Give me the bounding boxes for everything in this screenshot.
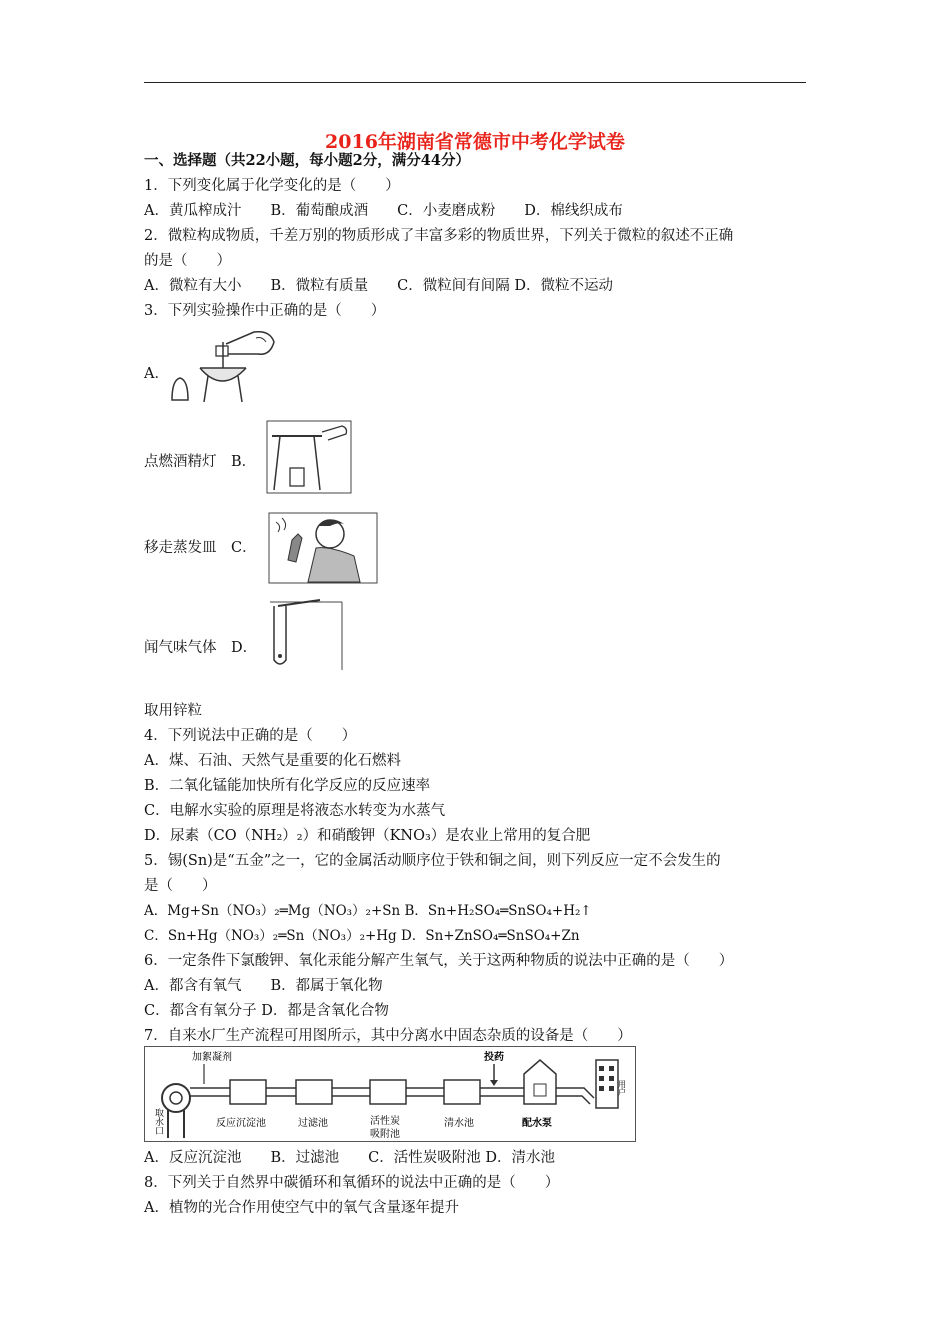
test-tube-figure xyxy=(268,598,344,672)
q6-options-ab: A．都含有氧气 B．都属于氧化物 xyxy=(144,978,383,994)
q3-label-c: 移走蒸发皿 C． xyxy=(144,540,257,556)
q8-option-a: A．植物的光合作用使空气中的氧气含量逐年提升 xyxy=(144,1200,459,1216)
q3-label-a: A． xyxy=(144,366,169,382)
label-pump: 配水泵 xyxy=(522,1118,552,1129)
q3-label-d: 闻气味气体 D． xyxy=(144,640,258,656)
page-title: 2016年湖南省常德市中考化学试卷 xyxy=(325,131,625,153)
tripod-figure xyxy=(266,420,354,496)
header-rule xyxy=(144,82,806,83)
label-carbon-2: 吸附池 xyxy=(370,1129,400,1140)
q3-label-b: 点燃酒精灯 B． xyxy=(144,454,257,470)
q7-options: A．反应沉淀池 B．过滤池 C．活性炭吸附池 D．清水池 xyxy=(144,1150,555,1166)
evaporating-dish-figure xyxy=(166,328,284,406)
q1-stem: 1．下列变化属于化学变化的是（ ） xyxy=(144,178,400,194)
q6-stem: 6．一定条件下氯酸钾、氧化汞能分解产生氧气，关于这两种物质的说法中正确的是（ ） xyxy=(144,953,734,969)
q3-after: 取用锌粒 xyxy=(144,703,202,719)
q5-stem-line1: 5．锡(Sn)是“五金”之一，它的金属活动顺序位于铁和铜之间，则下列反应一定不会发生的 xyxy=(144,853,721,869)
label-carbon-1: 活性炭 xyxy=(370,1116,400,1127)
q4-option-c: C．电解水实验的原理是将液态水转变为水蒸气 xyxy=(144,803,446,819)
intake-pump-icon xyxy=(162,1084,190,1112)
q1-options: A．黄瓜榨成汁 B．葡萄酿成酒 C．小麦磨成粉 D．棉线织成布 xyxy=(144,203,623,219)
q4-stem: 4．下列说法中正确的是（ ） xyxy=(144,728,357,744)
q2-stem-line1: 2．微粒构成物质，千差万别的物质形成了丰富多彩的物质世界，下列关于微粒的叙述不正确 xyxy=(144,228,734,244)
q8-stem: 8．下列关于自然界中碳循环和氧循环的说法中正确的是（ ） xyxy=(144,1175,560,1191)
pump-house-icon xyxy=(524,1060,556,1104)
label-user: 用户 xyxy=(617,1080,627,1096)
label-intake: 取水口 xyxy=(153,1108,163,1135)
q3-stem: 3．下列实验操作中正确的是（ ） xyxy=(144,303,386,319)
section-heading: 一、选择题（共22小题，每小题2分，满分44分） xyxy=(144,152,470,169)
q4-option-d: D．尿素（CO（NH₂）₂）和硝酸钾（KNO₃）是农业上常用的复合肥 xyxy=(144,828,591,844)
q6-options-cd: C．都含有氧分子 D．都是含氧化合物 xyxy=(144,1003,389,1019)
label-clear: 清水池 xyxy=(444,1118,474,1129)
label-add-coagulant: 加絮凝剂 xyxy=(192,1052,232,1063)
smelling-figure xyxy=(268,512,380,584)
q2-options: A．微粒有大小 B．微粒有质量 C．微粒间有间隔 D．微粒不运动 xyxy=(144,278,613,294)
q5-options-ab: A．Mg+Sn（NO₃）₂═Mg（NO₃）₂+Sn B．Sn+H₂SO₄═SnSO₄+H₂↑ xyxy=(144,903,592,919)
q4-option-a: A．煤、石油、天然气是重要的化石燃料 xyxy=(144,753,401,769)
label-sediment: 反应沉淀池 xyxy=(216,1118,266,1129)
q4-option-b: B．二氧化锰能加快所有化学反应的反应速率 xyxy=(144,778,431,794)
q2-stem-line2: 的是（ ） xyxy=(144,253,231,269)
q7-stem: 7．自来水厂生产流程可用图所示，其中分离水中固态杂质的设备是（ ） xyxy=(144,1028,632,1044)
q5-stem-line2: 是（ ） xyxy=(144,878,217,894)
q5-options-cd: C．Sn+Hg（NO₃）₂═Sn（NO₃）₂+Hg D．Sn+ZnSO₄═SnSO₄+Zn xyxy=(144,928,580,944)
label-dose: 投药 xyxy=(484,1052,504,1063)
water-plant-diagram xyxy=(144,1046,636,1142)
label-filter: 过滤池 xyxy=(298,1118,328,1129)
